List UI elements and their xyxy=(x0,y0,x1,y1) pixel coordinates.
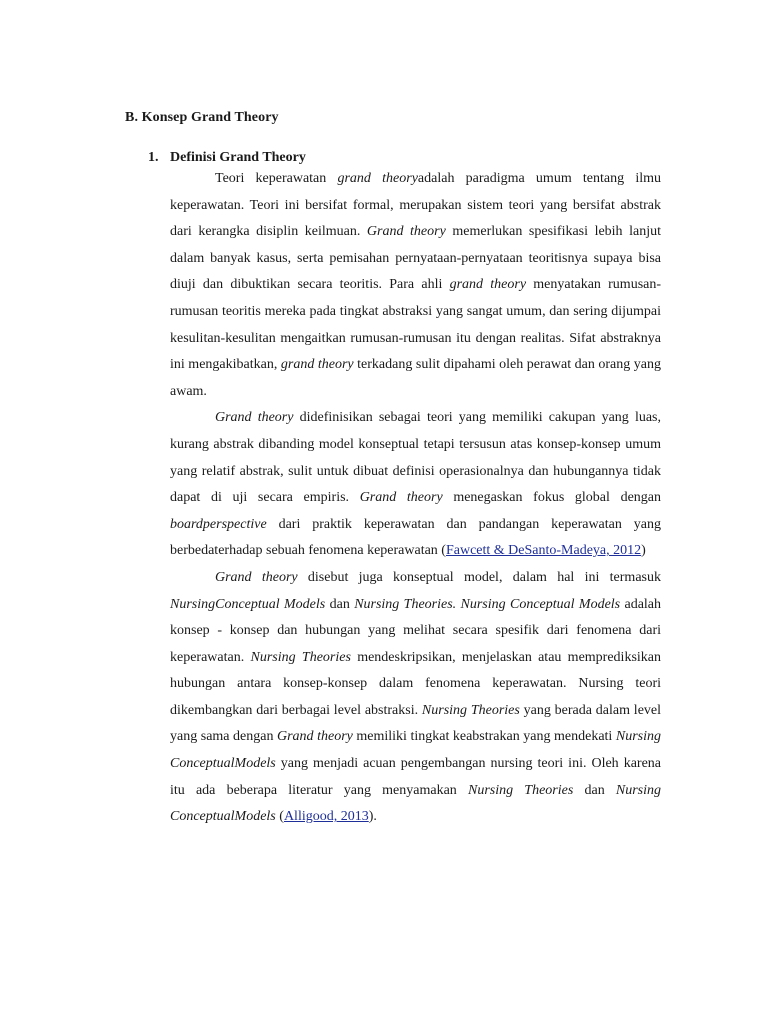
text-run: memiliki tingkat keabstrakan yang mendekati xyxy=(352,729,616,745)
italic-term: Nursing Theories xyxy=(421,702,520,718)
paragraph xyxy=(170,405,661,565)
text-run: yang menjadi acuan pengembangan nursing teori ini. Oleh karena itu ada beberapa literatur yang menyamakan xyxy=(170,756,661,798)
italic-term: grand theory xyxy=(449,277,527,293)
italic-term: Grand theory xyxy=(277,729,353,745)
italic-term: NursingConceptual Models xyxy=(170,596,326,612)
italic-term: Grand theory xyxy=(215,410,294,426)
italic-term: grand theory xyxy=(337,171,418,186)
subsection-number: 1. xyxy=(148,150,159,165)
text-run: yang berada dalam level yang sama dengan xyxy=(170,702,662,745)
italic-term: Nursing ConceptualModels xyxy=(170,729,661,772)
citation-link[interactable]: Fawcett & DeSanto-Madeya, 2012 xyxy=(445,543,642,559)
text-run: dan xyxy=(573,782,616,798)
subsection-heading xyxy=(148,150,306,166)
text-run: memerlukan spesifikasi lebih lanjut dalam banyak kasus, serta pemisahan pernyataan-pernyataan teoritisnya supaya bisa diuji dan dibuktikan secara teoritis. Para ahli xyxy=(170,224,662,293)
subsection-title: Definisi Grand Theory xyxy=(170,150,306,165)
text-run: dari praktik keperawatan dan pandangan keperawatan yang berbedaterhadap sebuah fenomena keperawatan ( xyxy=(170,516,661,559)
text-run: mendeskripsikan, menjelaskan atau memprediksikan hubungan antara konsep-konsep dalam fenomena keperawatan. Nursing teori dikembangkan dari berbagai level abstraksi. xyxy=(170,649,661,718)
italic-term: Nursing Theories xyxy=(250,649,351,665)
section-heading: B. Konsep Grand Theory xyxy=(125,110,279,125)
paragraph xyxy=(170,565,661,831)
italic-term: Grand theory xyxy=(366,224,446,240)
italic-term: Nursing ConceptualModels xyxy=(170,782,662,825)
text-run: adalah konsep - konsep dan hubungan yang melihat secara spesifik dari fenomena dari keperawatan. xyxy=(170,596,662,665)
italic-term: Grand theory xyxy=(215,569,298,585)
italic-term: grand theory xyxy=(280,357,354,373)
citation-link[interactable]: Alligood, 2013 xyxy=(283,809,369,825)
text-run: ( xyxy=(275,809,284,825)
text-run: ). xyxy=(368,809,377,825)
text-run: ) xyxy=(641,543,646,559)
body-text xyxy=(170,166,661,831)
paragraph xyxy=(170,166,661,405)
italic-term: Grand theory xyxy=(359,490,443,506)
text-run: dan xyxy=(325,596,355,612)
italic-term: Nursing Theories xyxy=(467,782,574,798)
text-run: Teori keperawatan xyxy=(215,171,338,186)
text-run: menyatakan rumusan-rumusan teoritis mereka pada tingkat abstraksi yang sangat umum, dan sering dijumpai kesulitan-kesulitan mengaitkan rumusan-rumusan itu dengan realitas. Sifat abstraknya ini mengakibatkan, xyxy=(170,277,662,373)
text-run: menegaskan fokus global dengan xyxy=(442,490,661,506)
italic-term: Nursing Theories. Nursing Conceptual Models xyxy=(354,596,621,612)
italic-term: boardperspective xyxy=(170,516,267,532)
text-run: adalah paradigma umum tentang ilmu keperawatan. Teori ini bersifat formal, merupakan sistem teori yang bersifat abstrak dari kerangka disiplin keilmuan. xyxy=(170,171,661,240)
text-run: disebut juga konseptual model, dalam hal ini termasuk xyxy=(297,569,661,585)
text-run: terkadang sulit dipahami oleh perawat dan orang yang awam. xyxy=(170,357,661,399)
text-run: didefinisikan sebagai teori yang memiliki cakupan yang luas, kurang abstrak dibanding model konseptual tetapi tersusun atas konsep-konsep umum yang relatif abstrak, sulit untuk dibuat definisi operasionalnya dan hubungannya tidak dapat di uji secara empiris. xyxy=(170,410,661,506)
